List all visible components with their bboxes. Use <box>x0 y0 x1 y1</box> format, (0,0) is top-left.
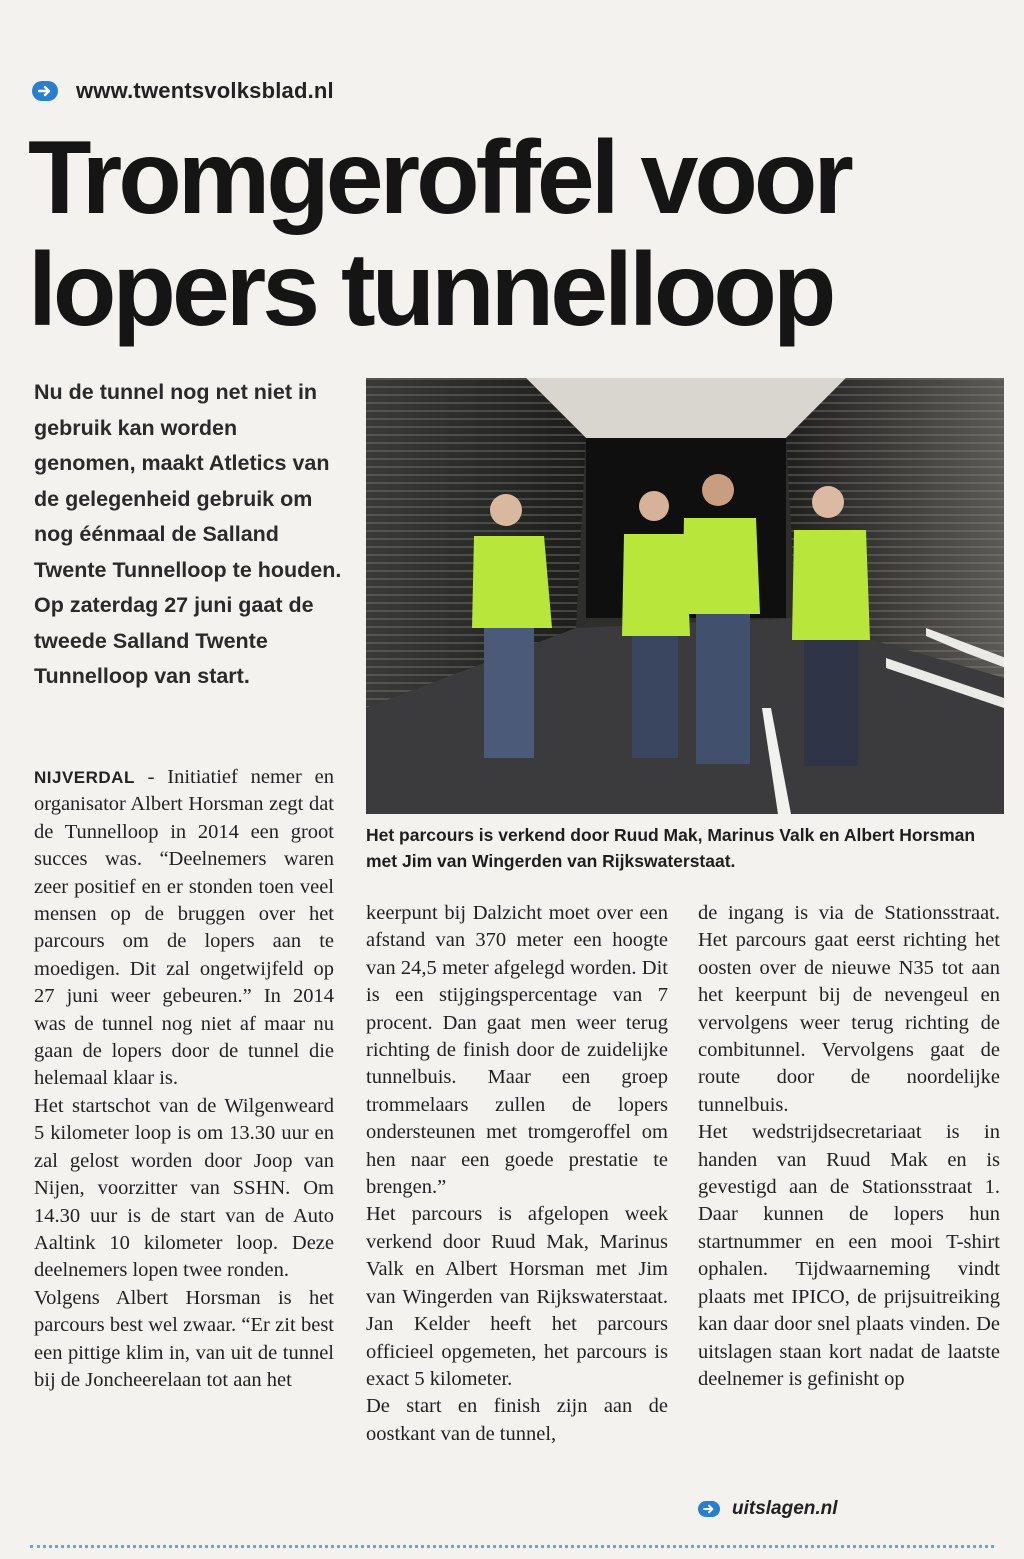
article-paragraph: Het parcours is afgelopen week verkend door Ruud Mak, Marinus Valk en Albert Horsman met Jim van Wingerden van Rijkswaterstaat. Jan Kelder heeft het parcours officieel opgemeten, het parcours is exact 5 kilometer. <box>366 1203 668 1390</box>
article-paragraph: NIJVERDAL - Initiatief nemer en organisator Albert Horsman zegt dat de Tunnelloop in 2014 een groot succes was. “Deelnemers waren zeer positief en er stonden toen veel mensen op de bruggen over het parcours om de lopers aan te moedigen. Dit zal ongetwijfeld op 27 juni weer gebeuren.” In 2014 was de tunnel nog niet af maar nu gaan de lopers door de tunnel die helemaal klaar is. <box>34 766 334 1090</box>
article-paragraph: keerpunt bij Dalzicht moet over een afstand van 370 meter een hoogte van 24,5 meter afgelegd worden. Dit is een stijgingspercentage van 7 procent. Dan gaat men weer terug richting de finish door de zuidelijke tunnelbuis. Maar een groep trommelaars zullen de lopers ondersteunen met tromgeroffel om hen naar een goede prestatie te brengen.” <box>366 902 668 1199</box>
article-column-2 <box>366 900 668 1448</box>
results-link-text[interactable]: uitslagen.nl <box>732 1498 838 1519</box>
headline <box>28 122 1008 346</box>
article-paragraph: Het wedstrijdsecretariaat is in handen van Ruud Mak en is gevestigd aan de Stationsstraat 1. Daar kunnen de lopers hun startnummer en een mooi T-shirt ophalen. Tijdwaarneming vindt plaats met IPICO, de prijsuitreiking kan daar door snel plaats vinden. De uitslagen staan kort nadat de laatste deelnemer is gefinisht op <box>698 1121 1000 1390</box>
article-paragraph: de ingang is via de Stationsstraat. Het parcours gaat eerst richting het oosten over de nieuwe N35 tot aan het keerpunt bij de nevengeul en vervolgens weer terug richting de combitunnel. Vervolgens gaat de route door de noordelijke tunnelbuis. <box>698 902 1000 1116</box>
tunnel-photo <box>366 378 1004 814</box>
arrow-right-icon <box>698 1501 720 1517</box>
article-column-3 <box>698 900 1000 1393</box>
results-link[interactable] <box>698 1498 838 1520</box>
headline-line-2: lopers tunnelloop <box>28 232 833 348</box>
article-paragraph: De start en finish zijn aan de oostkant van de tunnel, <box>366 1395 668 1445</box>
website-url-text: www.twentsvolksblad.nl <box>76 78 334 103</box>
intro-paragraph: Nu de tunnel nog net niet in gebruik kan worden genomen, maakt Atletics van de gelegenheid gebruik om nog éénmaal de Salland Twente Tunnelloop te houden. Op zaterdag 27 juni gaat de tweede Salland Twente Tunnelloop van start. <box>34 380 342 688</box>
photo-caption: Het parcours is verkend door Ruud Mak, Marinus Valk en Albert Horsman met Jim van Wingerden van Rijkswaterstaat. <box>366 825 976 871</box>
website-url <box>32 74 334 108</box>
article-paragraph: Het startschot van de Wilgenweard 5 kilometer loop is om 13.30 uur en zal gelost worden door Joop van Nijen, voorzitter van SSHN. Om 14.30 uur is de start van de Auto Aaltink 10 kilometer loop. Deze deelnemers lopen twee ronden. <box>34 1094 334 1282</box>
headline-line-1: Tromgeroffel voor <box>28 120 850 236</box>
bottom-divider <box>30 1545 994 1548</box>
article-column-1 <box>34 764 334 1394</box>
dateline: NIJVERDAL <box>34 768 135 787</box>
arrow-right-icon <box>32 81 58 101</box>
article-text: Initiatief nemer en organisator Albert Horsman zegt dat de Tunnelloop in 2014 een groot succes was. “Deelnemers waren zeer positief en er stonden toen veel mensen op de bruggen over het parcours om de lopers aan te moedigen. Dit zal ongetwijfeld op 27 juni weer gebeuren.” In 2014 was de tunnel nog niet af maar nu gaan de lopers door de tunnel die helemaal klaar is. <box>34 766 334 1090</box>
article-paragraph: Volgens Albert Horsman is het parcours best wel zwaar. “Er zit best een pittige klim in, van uit de tunnel bij de Joncheerelaan tot aan het <box>34 1286 334 1391</box>
